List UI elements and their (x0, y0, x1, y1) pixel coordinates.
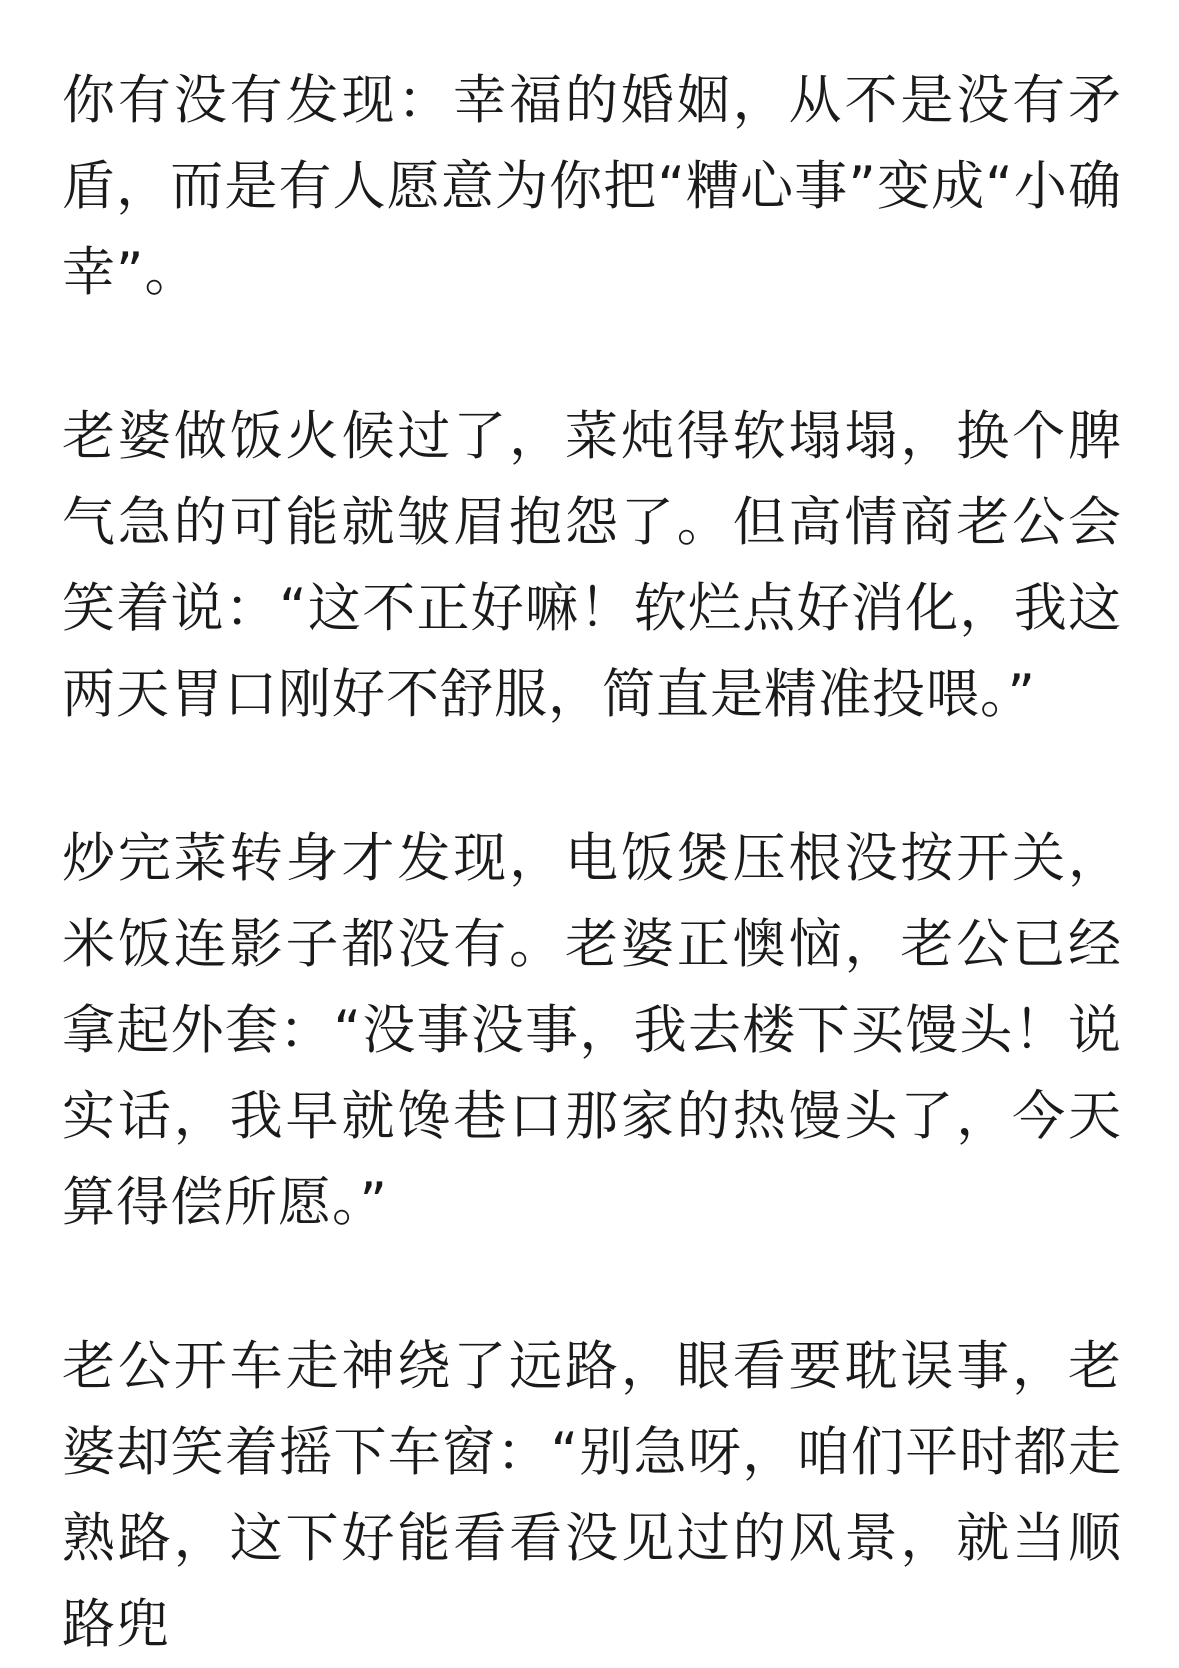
article-body (62, 58, 1122, 1668)
paragraph-cooking: 老婆做饭火候过了，菜炖得软塌塌，换个脾气急的可能就皱眉抱怨了。但高情商老公会笑着说：“这不正好嘛！软烂点好消化，我这两天胃口刚好不舒服，简直是精准投喂。” (62, 406, 1122, 725)
paragraph-intro: 你有没有发现：幸福的婚姻，从不是没有矛盾，而是有人愿意为你把“糟心事”变成“小确幸”。 (62, 70, 1122, 303)
paragraph-driving: 老公开车走神绕了远路，眼看要耽误事，老婆却笑着摇下车窗：“别急呀，咱们平时都走熟路，这下好能看看没见过的风景，就当顺路兜 (62, 1336, 1122, 1655)
paragraph-rice-cooker: 炒完菜转身才发现，电饭煲压根没按开关，米饭连影子都没有。老婆正懊恼，老公已经拿起外套：“没事没事，我去楼下买馒头！说实话，我早就馋巷口那家的热馒头了，今天算得偿所愿。” (62, 828, 1122, 1233)
